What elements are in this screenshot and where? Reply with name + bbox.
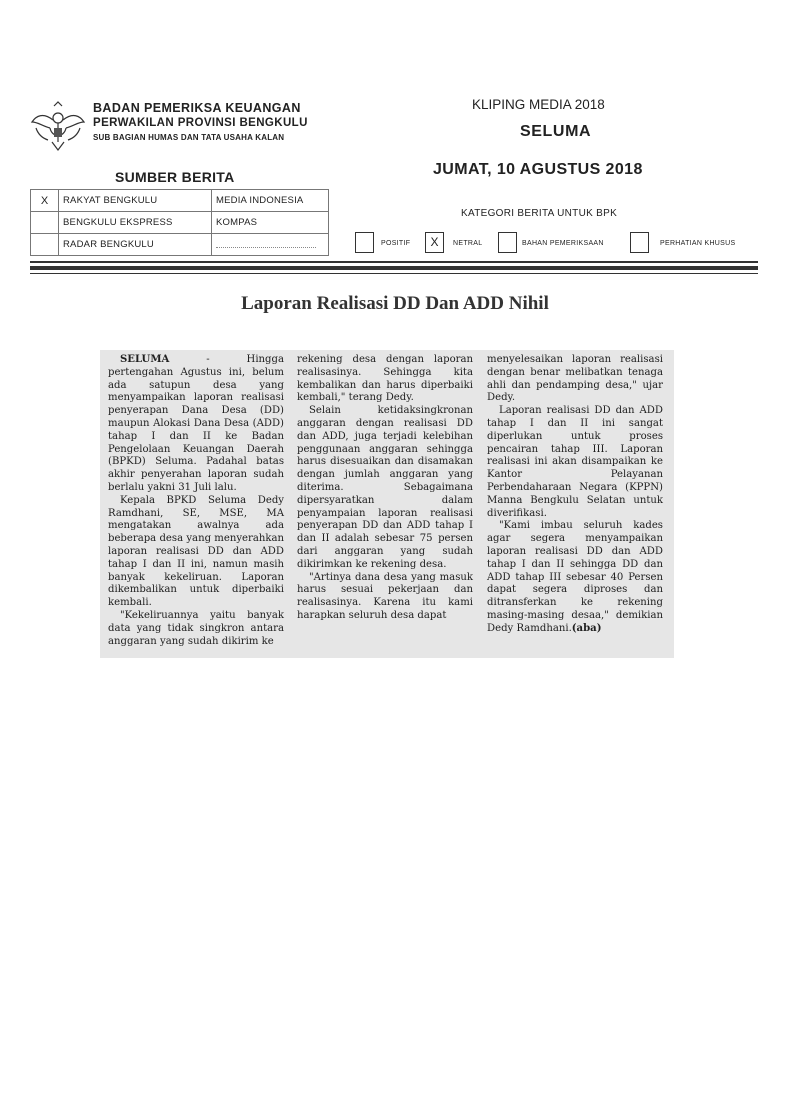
dotted-line [216,239,316,248]
checkbox-label-bahan-pemeriksaan: BAHAN PEMERIKSAAN [522,240,604,247]
author-signature: (aba) [571,622,602,634]
article-column-1 [108,354,284,648]
checkbox-label-perhatian-khusus: PERHATIAN KHUSUS [660,240,736,247]
checkbox-positif [355,232,374,253]
organization-block [93,100,308,144]
clipping-date: JUMAT, 10 AGUSTUS 2018 [433,161,643,178]
source-mark [31,212,59,234]
source-mark [31,234,59,256]
source-blank-field [212,234,329,256]
paragraph: rekening desa dengan laporan realisasinya. Sehingga kita kembalikan dan harus diperbaiki kembali," terang Dedy. [297,354,473,404]
org-name: BADAN PEMERIKSA KEUANGAN [93,101,301,115]
sources-table [30,189,329,256]
source-name: RADAR BENGKULU [59,234,212,256]
checkbox-perhatian-khusus [630,232,649,253]
region-label: SELUMA [520,123,592,140]
paragraph: "Kekeliruannya yaitu banyak data yang tidak singkron antara anggaran yang sudah dikirim ke [108,609,284,647]
dateline: SELUMA [120,354,170,365]
source-row [31,212,329,234]
header-divider [30,261,758,263]
paragraph: Kepala BPKD Seluma Dedy Ramdhani, SE, MSE, MA mengatakan awalnya ada beberapa desa yang menyerahkan laporan realisasi DD dan ADD tahap I dan II ini, namun masih banyak kekeliruan. Laporan dikembalikan untuk diperbaiki kembali. [108,494,284,609]
source-row [31,190,329,212]
category-title: KATEGORI BERITA UNTUK BPK [461,208,618,219]
source-name: BENGKULU EKSPRESS [59,212,212,234]
checkbox-label-netral: NETRAL [453,240,483,247]
source-row [31,234,329,256]
news-clipping [100,350,674,658]
checkbox-bahan-pemeriksaan [498,232,517,253]
source-name: MEDIA INDONESIA [212,190,329,212]
kliping-label: KLIPING MEDIA 2018 [472,97,605,112]
paragraph: Laporan realisasi DD dan ADD tahap I dan II ini sangat diperlukan untuk proses pencairan tahap III. Laporan realisasi ini akan disampaikan ke Kantor Pelayanan Perbendaharaan Negara (KPPN) Manna Bengkulu Selatan untuk diverifikasi. [487,405,663,519]
paragraph: "Artinya dana desa yang masuk harus sesuai pekerjaan dan realisasinya. Karena itu kami harapkan seluruh desa dapat [297,571,473,621]
org-subdivision: SUB BAGIAN HUMAS DAN TATA USAHA KALAN [93,133,285,142]
header-divider [30,266,758,270]
article-headline: Laporan Realisasi DD Dan ADD Nihil [241,293,549,314]
paragraph: - Hingga pertengahan Agustus ini, belum ada satupun desa yang menyampaikan laporan realisasi penyerapan Dana Desa (DD) maupun Alokasi Dana Desa (ADD) tahap I dan II ke Badan Pengelolaan Keuangan Daerah (BPKD) Seluma. Padahal batas akhir penyerahan laporan sudah berlalu yakni 31 Juli lalu. [108,354,284,493]
source-name: RAKYAT BENGKULU [59,190,212,212]
article-column-3 [487,354,663,636]
source-name: KOMPAS [212,212,329,234]
checkbox-label-positif: POSITIF [381,240,411,247]
checkbox-netral: X [425,232,444,253]
org-branch: PERWAKILAN PROVINSI BENGKULU [93,117,308,129]
sources-title: SUMBER BERITA [115,169,235,185]
bpk-garuda-logo [28,98,88,154]
paragraph: menyelesaikan laporan realisasi dengan benar melibatkan tenaga ahli dan pendamping desa," ujar Dedy. [487,354,663,404]
source-mark: X [31,190,59,212]
paragraph: Selain ketidaksingkronan anggaran dengan realisasi DD dan ADD, juga terjadi kelebihan penggunaan anggaran sehingga harus disesuaikan dan disamakan dengan jumlah anggaran yang diterima. Sebagaimana dipersyaratkan dalam penyampaian laporan realisasi penyerapan DD dan ADD tahap I dan II adalah sebesar 75 persen dari anggaran yang sudah dikirimkan ke rekening desa. [297,405,473,570]
header-divider [30,273,758,274]
paragraph: "Kami imbau seluruh kades agar segera menyampaikan laporan realisasi DD dan ADD tahap I dan II sehingga DD dan ADD tahap III sebesar 40 Persen dapat segera diproses dan ditransferkan ke rekening masing-masing desaa," demikian Dedy Ramdhani. [487,520,663,634]
article-column-2 [297,354,473,623]
